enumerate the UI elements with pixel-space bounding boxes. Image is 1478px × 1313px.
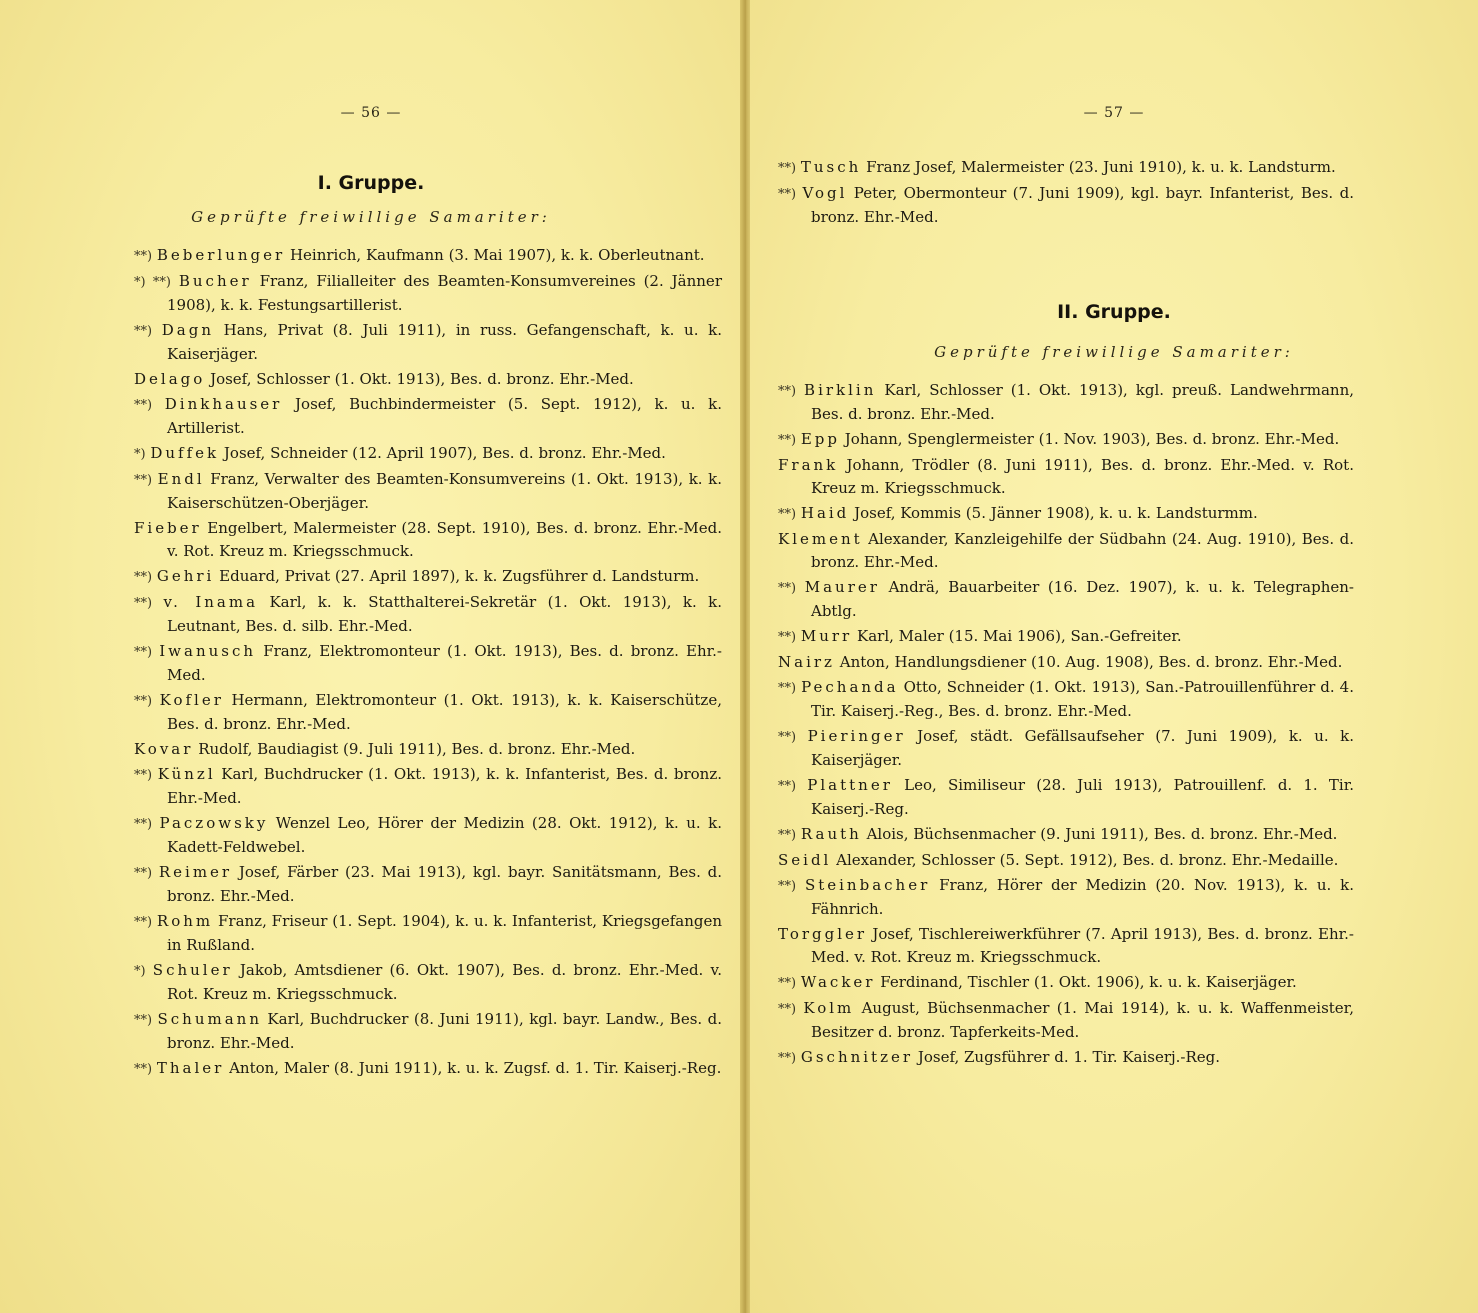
footnote-mark: **)	[778, 828, 797, 843]
entry-details: Franz, Elektromonteur (1. Okt. 1913), Bes. d. bronz. Ehr.-Med.	[167, 642, 722, 684]
surname: Reimer	[158, 863, 233, 881]
entry-details: Anton, Maler (8. Juni 1911), k. u. k. Zugsf. d. 1. Tir. Kaiserj.-Reg.	[229, 1059, 722, 1077]
surname: Endl	[157, 470, 205, 488]
entry-details: Josef, Tischlereiwerkführer (7. April 1913), Bes. d. bronz. Ehr.-Med. v. Rot. Kreuz m. Kriegsschmuck.	[811, 925, 1354, 966]
entry-details: Josef, Schlosser (1. Okt. 1913), Bes. d. bronz. Ehr.-Med.	[210, 370, 634, 388]
footnote-mark: **)	[134, 915, 153, 930]
surname: Bucher	[178, 272, 252, 290]
list-item	[134, 270, 722, 317]
list-item	[778, 528, 1354, 574]
entry-details: August, Büchsenmacher (1. Mai 1914), k. u. k. Waffenmeister, Besitzer d. bronz. Tapferkeits-Med.	[811, 999, 1354, 1041]
right-page	[750, 0, 1478, 1313]
footnote-mark: **)	[134, 1062, 153, 1077]
list-item	[778, 874, 1354, 921]
surname: v. Inama	[163, 593, 259, 611]
surname: Dagn	[161, 321, 214, 339]
footnote-mark: **)	[134, 645, 153, 660]
entry-details: Alexander, Kanzleigehilfe der Südbahn (24. Aug. 1910), Bes. d. bronz. Ehr.-Med.	[811, 530, 1354, 571]
footnote-mark: *) **)	[134, 275, 171, 290]
list-item	[134, 812, 722, 859]
list-item	[134, 468, 722, 515]
surname: Pieringer	[807, 727, 906, 745]
list-item	[778, 576, 1354, 623]
page-number: — 56 —	[340, 105, 402, 121]
surname: Klement	[778, 530, 863, 548]
list-item	[778, 849, 1354, 872]
footnote-mark: **)	[134, 324, 153, 339]
entry-details: Jakob, Amtsdiener (6. Okt. 1907), Bes. d. bronz. Ehr.-Med. v. Rot. Kreuz m. Kriegsschmuck.	[167, 961, 722, 1003]
entry-details: Josef, städt. Gefällsaufseher (7. Juni 1909), k. u. k. Kaiserjäger.	[811, 727, 1354, 769]
footnote-mark: *)	[134, 964, 146, 979]
footnote-mark: **)	[134, 817, 153, 832]
surname: Seidl	[778, 851, 832, 869]
entry-details: Karl, Schlosser (1. Okt. 1913), kgl. preuß. Landwehrmann, Bes. d. bronz. Ehr.-Med.	[811, 381, 1354, 423]
entry-details: Franz, Hörer der Medizin (20. Nov. 1913), k. u. k. Fähnrich.	[811, 876, 1354, 918]
entry-details: Franz Josef, Malermeister (23. Juni 1910), k. u. k. Landsturm.	[866, 158, 1336, 176]
footnote-mark: **)	[134, 768, 153, 783]
surname: Wacker	[800, 973, 876, 991]
surname: Iwanusch	[159, 642, 257, 660]
surname: Dinkhauser	[164, 395, 283, 413]
surname: Tusch	[800, 158, 862, 176]
surname: Birklin	[804, 381, 877, 399]
entry-details: Josef, Zugsführer d. 1. Tir. Kaiserj.-Reg.	[917, 1048, 1221, 1066]
surname: Murr	[800, 627, 853, 645]
list-item	[778, 676, 1354, 723]
entry-details: Andrä, Bauarbeiter (16. Dez. 1907), k. u. k. Telegraphen-Abtlg.	[811, 578, 1354, 620]
list-item	[778, 971, 1354, 995]
list-item	[134, 244, 722, 268]
entry-details: Franz, Friseur (1. Sept. 1904), k. u. k. Infanterist, Kriegsgefangen in Rußland.	[167, 912, 722, 954]
list-item	[778, 823, 1354, 847]
surname: Plattner	[807, 776, 893, 794]
footnote-mark: *)	[134, 447, 146, 462]
surname: Maurer	[804, 578, 880, 596]
surname: Kofler	[159, 691, 224, 709]
list-item	[134, 763, 722, 810]
list-item	[778, 182, 1354, 229]
entry-list	[778, 379, 1354, 1072]
surname: Gschnitzer	[800, 1048, 914, 1066]
list-item	[134, 517, 722, 563]
footnote-mark: **)	[778, 779, 797, 794]
entry-details: Leo, Similiseur (28. Juli 1913), Patrouillenf. d. 1. Tir. Kaiserj.-Reg.	[811, 776, 1354, 818]
list-item	[778, 156, 1354, 180]
entry-details: Otto, Schneider (1. Okt. 1913), San.-Patrouillenführer d. 4. Tir. Kaiserj.-Reg., Bes. d. bronz. Ehr.-Med.	[811, 678, 1354, 720]
list-item	[134, 959, 722, 1006]
entry-details: Anton, Handlungsdiener (10. Aug. 1908), Bes. d. bronz. Ehr.-Med.	[839, 653, 1343, 671]
entry-details: Johann, Spenglermeister (1. Nov. 1903), Bes. d. bronz. Ehr.-Med.	[844, 430, 1340, 448]
group-title: I. Gruppe.	[317, 172, 425, 194]
footnote-mark: **)	[778, 384, 797, 399]
list-item	[134, 1008, 722, 1055]
list-item	[134, 319, 722, 366]
surname: Nairz	[778, 653, 835, 671]
surname: Rauth	[800, 825, 862, 843]
entry-details: Karl, Buchdrucker (1. Okt. 1913), k. k. Infanterist, Bes. d. bronz. Ehr.-Med.	[167, 765, 722, 807]
list-item	[778, 774, 1354, 821]
footnote-mark: **)	[778, 730, 797, 745]
list-item	[134, 689, 722, 736]
entry-details: Engelbert, Malermeister (28. Sept. 1910), Bes. d. bronz. Ehr.-Med. v. Rot. Kreuz m. Kriegsschmuck.	[167, 519, 722, 560]
list-item	[778, 725, 1354, 772]
entry-details: Josef, Färber (23. Mai 1913), kgl. bayr. Sanitätsmann, Bes. d. bronz. Ehr.-Med.	[167, 863, 722, 905]
footnote-mark: **)	[778, 879, 797, 894]
footnote-mark: **)	[134, 694, 153, 709]
list-item	[778, 625, 1354, 649]
footnote-mark: **)	[778, 507, 797, 522]
entry-details: Karl, k. k. Statthalterei-Sekretär (1. Okt. 1913), k. k. Leutnant, Bes. d. silb. Ehr.-Med.	[167, 593, 722, 635]
entry-details: Josef, Buchbindermeister (5. Sept. 1912), k. u. k. Artillerist.	[167, 395, 722, 437]
group-subtitle: Geprüfte freiwillige Samariter:	[934, 343, 1294, 361]
list-item	[134, 738, 722, 761]
entry-details: Wenzel Leo, Hörer der Medizin (28. Okt. 1912), k. u. k. Kadett-Feldwebel.	[167, 814, 722, 856]
list-item	[134, 591, 722, 638]
list-item	[134, 1057, 722, 1081]
footnote-mark: **)	[134, 249, 153, 264]
surname: Duffek	[150, 444, 220, 462]
entry-details: Josef, Kommis (5. Jänner 1908), k. u. k. Landsturmm.	[854, 504, 1258, 522]
list-item	[778, 997, 1354, 1044]
surname: Vogl	[802, 184, 848, 202]
list-item	[778, 1046, 1354, 1070]
footnote-mark: **)	[778, 1002, 797, 1017]
footnote-mark: **)	[778, 581, 797, 596]
footnote-mark: **)	[134, 1013, 153, 1028]
footnote-mark: **)	[778, 187, 797, 202]
continued-entry-list	[778, 156, 1354, 231]
group-subtitle: Geprüfte freiwillige Samariter:	[191, 208, 551, 226]
entry-details: Franz, Verwalter des Beamten-Konsumvereins (1. Okt. 1913), k. k. Kaiserschützen-Oberjäger.	[167, 470, 722, 512]
surname: Kolm	[803, 999, 855, 1017]
surname: Gehri	[156, 567, 215, 585]
entry-details: Heinrich, Kaufmann (3. Mai 1907), k. k. Oberleutnant.	[289, 246, 705, 264]
surname: Thaler	[156, 1059, 225, 1077]
entry-details: Hans, Privat (8. Juli 1911), in russ. Gefangenschaft, k. u. k. Kaiserjäger.	[167, 321, 722, 363]
list-item	[778, 428, 1354, 452]
footnote-mark: **)	[134, 473, 153, 488]
surname: Frank	[778, 456, 839, 474]
footnote-mark: **)	[134, 866, 153, 881]
entry-details: Rudolf, Baudiagist (9. Juli 1911), Bes. d. bronz. Ehr.-Med.	[198, 740, 636, 758]
footnote-mark: **)	[778, 1051, 797, 1066]
surname: Steinbacher	[804, 876, 931, 894]
list-item	[778, 379, 1354, 426]
surname: Paczowsky	[159, 814, 269, 832]
entry-details: Peter, Obermonteur (7. Juni 1909), kgl. bayr. Infanterist, Bes. d. bronz. Ehr.-Med.	[811, 184, 1354, 226]
entry-details: Hermann, Elektromonteur (1. Okt. 1913), k. k. Kaiserschütze, Bes. d. bronz. Ehr.-Med.	[167, 691, 722, 733]
list-item	[134, 910, 722, 957]
entry-details: Karl, Maler (15. Mai 1906), San.-Gefreiter.	[857, 627, 1182, 645]
list-item	[134, 442, 722, 466]
entry-details: Eduard, Privat (27. April 1897), k. k. Zugsführer d. Landsturm.	[219, 567, 700, 585]
group-title: II. Gruppe.	[1057, 301, 1171, 323]
footnote-mark: **)	[778, 161, 797, 176]
list-item	[778, 502, 1354, 526]
footnote-mark: **)	[778, 433, 797, 448]
list-item	[778, 923, 1354, 969]
footnote-mark: **)	[134, 398, 153, 413]
entry-details: Alois, Büchsenmacher (9. Juni 1911), Bes. d. bronz. Ehr.-Med.	[866, 825, 1338, 843]
surname: Fieber	[134, 519, 202, 537]
entry-details: Josef, Schneider (12. April 1907), Bes. d. bronz. Ehr.-Med.	[223, 444, 666, 462]
list-item	[778, 651, 1354, 674]
entry-details: Johann, Trödler (8. Juni 1911), Bes. d. bronz. Ehr.-Med. v. Rot. Kreuz m. Kriegsschmuck.	[811, 456, 1354, 497]
entry-details: Franz, Filialleiter des Beamten-Konsumvereines (2. Jänner 1908), k. k. Festungsartillerist.	[167, 272, 722, 314]
surname: Schumann	[157, 1010, 262, 1028]
surname: Schuler	[152, 961, 233, 979]
surname: Pechanda	[801, 678, 899, 696]
footnote-mark: **)	[778, 976, 797, 991]
surname: Beberlunger	[156, 246, 286, 264]
list-item	[134, 393, 722, 440]
surname: Rohm	[156, 912, 214, 930]
footnote-mark: **)	[778, 630, 797, 645]
entry-list	[134, 244, 722, 1083]
surname: Epp	[800, 430, 841, 448]
list-item	[134, 640, 722, 687]
footnote-mark: **)	[134, 596, 153, 611]
surname: Künzl	[157, 765, 216, 783]
footnote-mark: **)	[778, 681, 797, 696]
list-item	[134, 368, 722, 391]
page-number: — 57 —	[1083, 105, 1145, 121]
entry-details: Alexander, Schlosser (5. Sept. 1912), Bes. d. bronz. Ehr.-Medaille.	[836, 851, 1339, 869]
surname: Haid	[800, 504, 850, 522]
entry-details: Karl, Buchdrucker (8. Juni 1911), kgl. bayr. Landw., Bes. d. bronz. Ehr.-Med.	[167, 1010, 722, 1052]
list-item	[778, 454, 1354, 500]
list-item	[134, 861, 722, 908]
entry-details: Ferdinand, Tischler (1. Okt. 1906), k. u. k. Kaiserjäger.	[880, 973, 1297, 991]
surname: Delago	[134, 370, 206, 388]
surname: Kovar	[134, 740, 194, 758]
surname: Torggler	[778, 925, 868, 943]
footnote-mark: **)	[134, 570, 153, 585]
list-item	[134, 565, 722, 589]
